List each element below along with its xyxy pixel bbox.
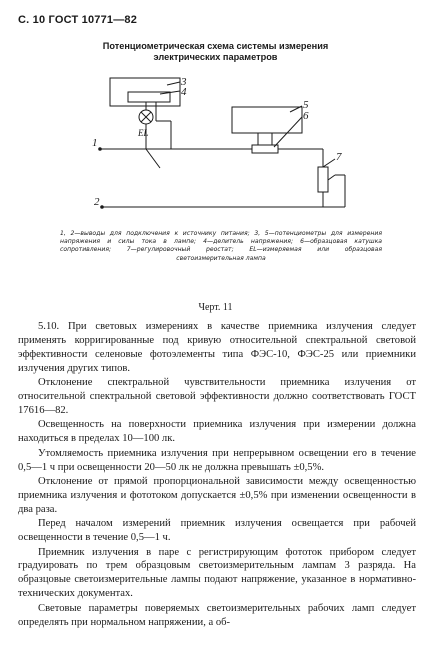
scheme-title-line1: Потенциометрическая схема системы измерения [102,41,329,51]
paragraph: Перед началом измерений приемник излучения освещается при рабочей освещенности в течение 0,5—1 ч. [18,518,416,544]
scheme-title [0,41,431,63]
terminal-1 [98,147,102,151]
figure-legend: 1, 2—выводы для подключения к источнику питания; 3, 5—потенциометры для измерения напряжения и силы тока в лампе; 4—делитель напряжения; 6—образцовая катушка сопротивления; 7—регулировочный реостат; EL—измеряемая или образцовая светоизмерительная лампа [60,230,382,262]
lamp-el-icon [139,110,153,124]
page-header: С. 10 ГОСТ 10771—82 [18,14,138,26]
label-3: 3 [181,76,187,88]
paragraph: Отклонение спектральной чувствительности приемника излучения от относительной спектральной световой эффективности должно соответствовать ГОСТ 17616—82. [18,377,416,416]
label-el: EL [138,128,149,138]
paragraph: Световые параметры поверяемых светоизмерительных рабочих ламп следует определять при нормальном напряжении, а об- [18,602,416,628]
paragraph: Отклонение от прямой пропорциональной зависимости между освещенностью приемника излучения и фототоком допускается ±0,5% при изменении освещенности в два раза. [18,475,416,515]
label-4: 4 [181,86,187,98]
label-6: 6 [303,110,309,122]
body-text [18,320,416,629]
label-7: 7 [336,151,342,163]
rheostat-7 [318,167,328,192]
scheme-title-line2: электрических параметров [153,52,278,62]
terminal-2 [100,205,104,209]
figure-label: Черт. 11 [198,302,233,313]
paragraph: Утомляемость приемника излучения при непрерывном освещении его в течение 0,5—1 ч при освещенности 20—50 лк не должна превышать ±0,5%. [18,447,416,473]
label-5: 5 [303,99,309,111]
label-1: 1 [92,137,98,149]
paragraph: Приемник излучения в паре с регистрирующим фототок прибором следует градуировать по трем образцовым светоизмерительным лампам 3 разряда. На образцовые светоизмерительные лампы подают напряжение, указанное в нормативно-технических документах. [18,546,416,600]
label-2: 2 [94,196,100,208]
circuit-diagram [0,70,431,230]
paragraph: Освещенность на поверхности приемника излучения при измерении должна находиться в пределах 10—100 лк. [18,419,416,445]
paragraph: 5.10. При световых измерениях в качестве приемника излучения следует применять корригированные под кривую относительной спектральной световой эффективности селеновые фотоэлементы типа ФЭС-10, ФЭС-25 или приемники излучения других типов. [18,321,416,374]
